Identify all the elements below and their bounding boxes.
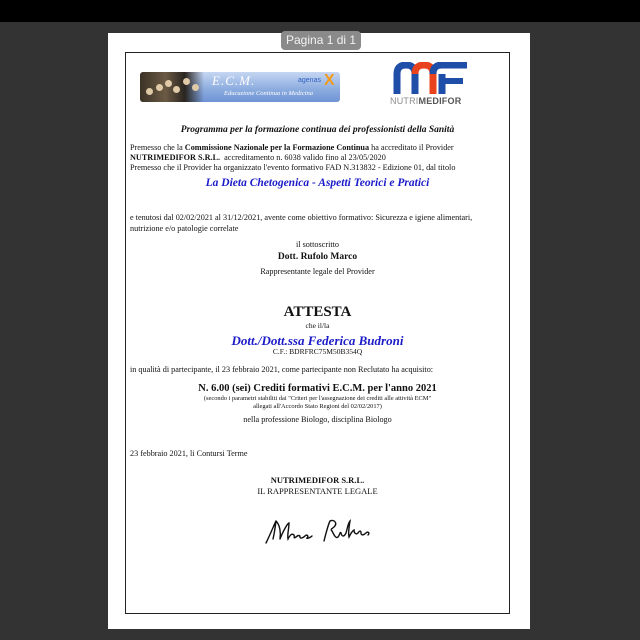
period-objective-line2: nutrizione e/o patologie correlate [130,224,239,233]
undersigned-label: il sottoscritto [296,240,339,249]
program-heading: Programma per la formazione continua dei professionisti della Sanità [180,125,455,135]
che-label: che il/la [305,321,330,330]
nmf-mark-icon [393,62,471,94]
window-top-bar [0,0,640,22]
participation-statement: in qualità di partecipante, il 23 febbraio 2021, come partecipante non Reclutato ha acquisito: [130,365,434,374]
profession-discipline: nella professione Biologo, disciplina Biologo [243,415,392,424]
signatory-role: IL RAPPRESENTANTE LEGALE [257,486,378,496]
course-title: La Dieta Chetogenica - Aspetti Teorici e Pratici [205,177,430,189]
premise-provider: NUTRIMEDIFOR S.R.L. accreditamento n. 6038 valido fino al 23/05/2020 [130,153,386,162]
signatory-company: NUTRIMEDIFOR S.R.L. [270,475,365,485]
credits-awarded: N. 6.00 (sei) Crediti formativi E.C.M. per l'anno 2021 [198,383,437,394]
criteria-line1: (secondo i parametri stabiliti dai "Criteri per l'assegnazione dei crediti alle attività ECM" [203,395,432,402]
ecm-logo [140,72,340,102]
attesta-heading: ATTESTA [283,304,352,320]
date-place: 23 febbraio 2021, li Contursi Terme [130,449,248,458]
participant-name: Dott./Dott.ssa Federica Budroni [231,333,404,348]
nutrimedifor-logo [390,62,472,108]
nutrimedifor-wordmark: NUTRIMEDIFOR [390,96,462,106]
agenas-label: agenas [298,77,321,84]
ecm-title: E.C.M. [212,73,256,88]
criteria-line2: allegati all'Accordo Stato Regioni del 02/02/2017) [253,403,382,410]
agenas-x-icon: X [324,72,335,89]
premise-event: Premesso che il Provider ha organizzato l'evento formativo FAD N.313832 - Edizione 01, dal titolo [130,163,456,172]
undersigned-name: Dott. Rufolo Marco [277,252,358,262]
undersigned-role: Rappresentante legale del Provider [260,267,375,276]
period-objective-line1: e tenutosi dal 02/02/2021 al 31/12/2021, avente come obiettivo formativo: Sicurezza e igiene alimentari, [130,213,473,222]
portrait-image [140,72,204,102]
page-indicator: Pagina 1 di 1 [281,31,361,50]
handwritten-signature [262,515,378,547]
premise-commission: Premesso che la Commissione Nazionale per la Formazione Continua ha accreditato il Provider [130,143,454,152]
fiscal-code: C.F.: BDRFRC75M50B354Q [272,347,363,356]
ecm-subtitle: Educazione Continua in Medicina [224,90,314,97]
